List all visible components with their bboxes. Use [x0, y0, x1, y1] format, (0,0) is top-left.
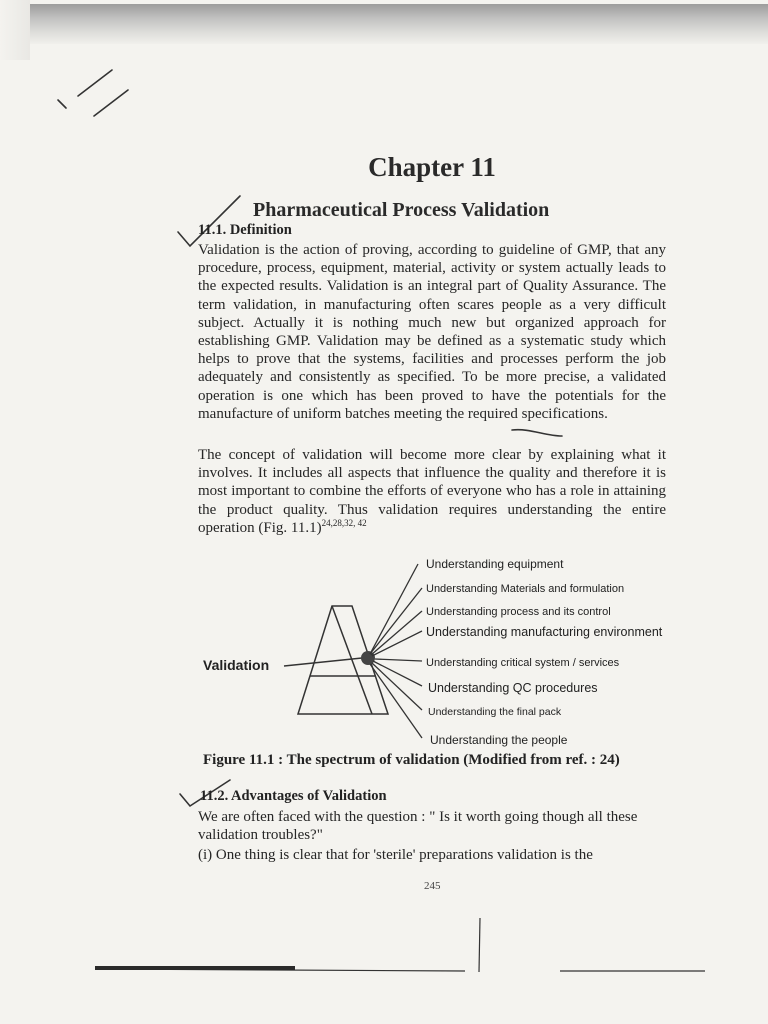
scan-shadow-top — [30, 4, 768, 44]
branch-label-8: Understanding the people — [430, 733, 568, 747]
bottom-rule-bold — [95, 966, 295, 970]
branch-line-5 — [375, 659, 422, 661]
validation-spectrum-figure — [190, 548, 690, 753]
branch-label-1: Understanding equipment — [426, 557, 564, 571]
heading-advantages: 11.2. Advantages of Validation — [200, 788, 387, 804]
branch-line-1 — [370, 564, 418, 654]
page-number: 245 — [424, 880, 441, 892]
paragraph-concept-refs: 24,28,32, 42 — [321, 517, 367, 528]
pen-mark-top-left-3 — [58, 100, 66, 108]
branch-label-5: Understanding critical system / services — [426, 657, 620, 669]
bottom-rule-left — [95, 969, 465, 971]
paragraph-concept — [198, 446, 666, 537]
chapter-title: Chapter 11 — [368, 152, 496, 182]
branch-line-6 — [373, 661, 422, 686]
heading-definition: 11.1. Definition — [198, 222, 292, 238]
pen-mark-top-left-1 — [78, 70, 112, 96]
section-title: Pharmaceutical Process Validation — [253, 199, 550, 221]
bottom-center-tick — [479, 918, 480, 972]
branch-label-3: Understanding process and its control — [426, 606, 611, 618]
paragraph-advantages-2: (i) One thing is clear that for 'sterile' preparations validation is the — [198, 847, 593, 863]
pen-mark-top-left-2 — [94, 90, 128, 116]
branch-line-4 — [372, 631, 422, 656]
paragraph-concept-text: The concept of validation will become more clear by explaining what it involves. It includes all aspects that influence the quality and therefore it is most important to combine the efforts of everyone who has a role in attaining the product quality. Thus validation requires understanding the entire operation (Fig. 11.1) — [198, 447, 666, 536]
scan-edge-left — [0, 0, 30, 60]
paragraph-advantages-1: We are often faced with the question : " Is it worth going though all these validation troubles?" — [198, 809, 638, 844]
branch-label-2: Understanding Materials and formulation — [426, 583, 625, 595]
branch-label-6: Understanding QC procedures — [428, 681, 598, 695]
validation-ray — [284, 658, 362, 666]
branch-label-7: Understanding the final pack — [428, 706, 562, 718]
paragraph-definition: Validation is the action of proving, according to guideline of GMP, that any procedure, process, equipment, material, activity or system actually leads to the expected results. Validation is an integral part of Quality Assurance. The term validation, in manufacturing often scares people as a very difficult subject. Actually it is nothing much new but organized approach for establishing GMP. Validation may be defined as a systematic study which helps to prove that the systems, facilities and processes perform the job adequately and consistently as specified. To be more precise, a validated operation is one which has been proved to have the potentials for the manufacture of uniform batches meeting the required specifications. — [198, 242, 666, 422]
branch-line-3 — [371, 611, 422, 655]
underline-squiggle — [512, 430, 562, 436]
branch-label-4: Understanding manufacturing environment — [426, 625, 663, 639]
figure-caption: Figure 11.1 : The spectrum of validation (Modified from ref. : 24) — [203, 752, 620, 768]
figure-center-label: Validation — [203, 657, 270, 673]
branch-line-8 — [370, 664, 422, 738]
